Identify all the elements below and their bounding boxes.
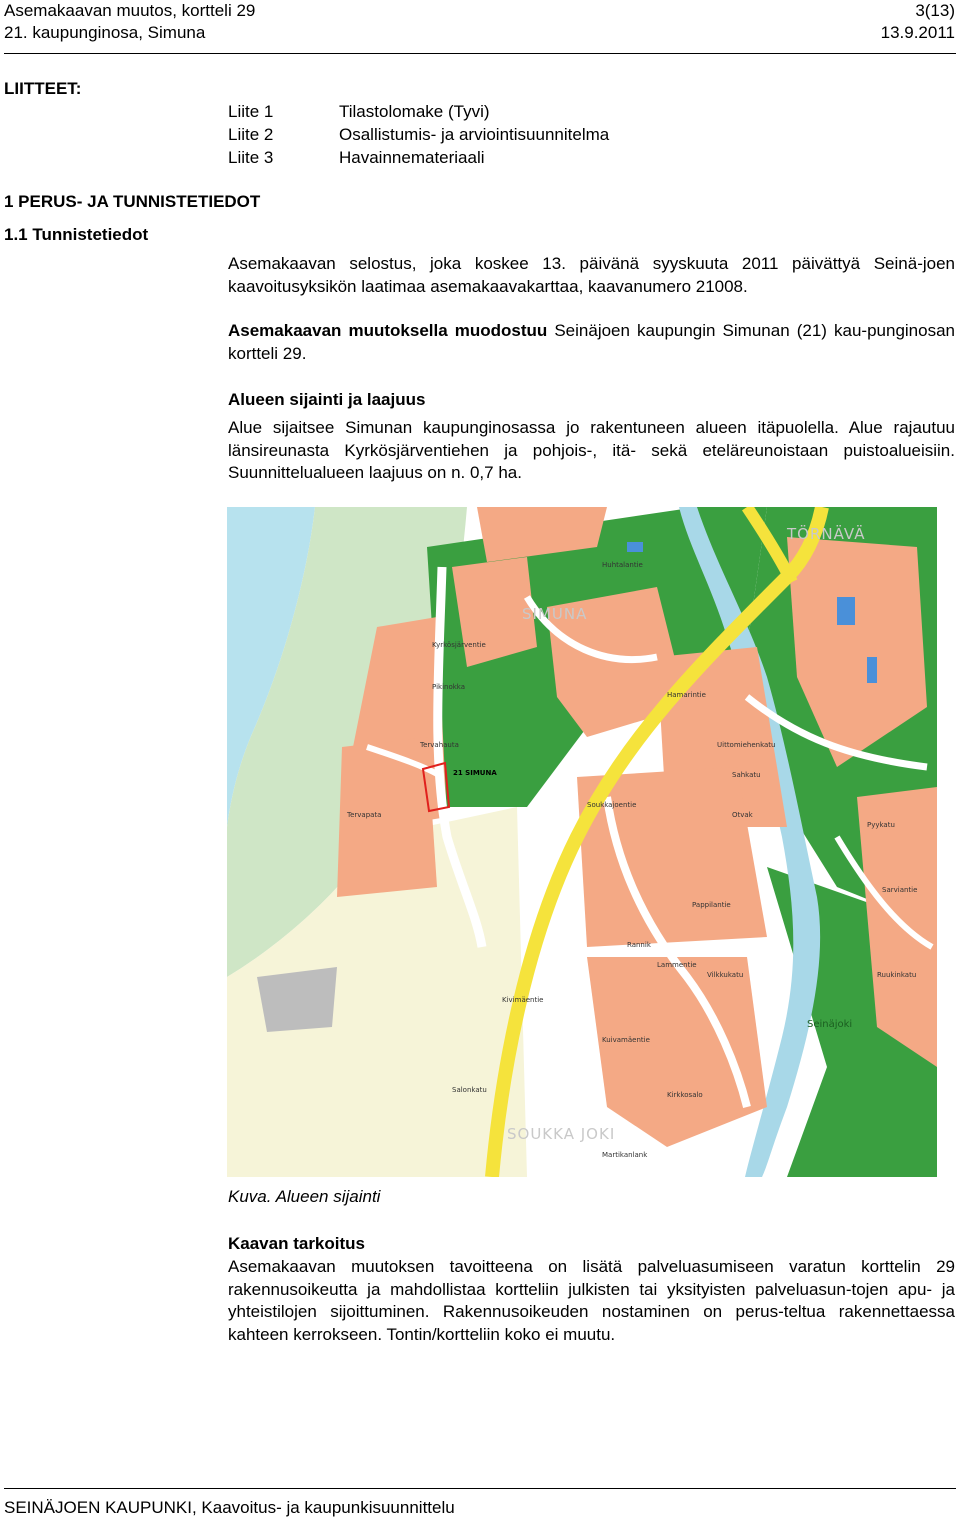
- street-label: Sarviantie: [882, 886, 918, 894]
- parking-area: [257, 967, 337, 1032]
- street-label: Rannik: [627, 941, 651, 949]
- attachment-id: Liite 1: [228, 102, 274, 121]
- street-label: Lammentie: [657, 961, 697, 969]
- street-label: Pyykatu: [867, 821, 895, 829]
- change-text: Seinäjoen kaupungin Simunan (21) kau-punginosan kortteli 29.: [228, 321, 955, 363]
- attachment-name: Osallistumis- ja arviointisuunnitelma: [339, 125, 610, 144]
- change-paragraph: [228, 320, 955, 365]
- street-label: Salonkatu: [452, 1086, 487, 1094]
- attachment-name: Havainnemateriaali: [339, 148, 485, 167]
- purpose-paragraph: Asemakaavan muutoksen tavoitteena on lisätä palveluasumiseen varatun korttelin 29 rakennusoikeutta ja mahdollistaa kortteliin julkisten tai yksityisten palveluasun-tojen apu- ja yhteistilojen sijoittuminen. Rakennusoikeuden nostaminen on perus-teltua rakennettaessa kahteen kerrokseen. Tontin/kortteliin koko ei muutu.: [228, 1257, 955, 1344]
- document-date: 13.9.2011: [880, 23, 955, 42]
- street-label: Uittomiehenkatu: [717, 741, 776, 749]
- street-label: Tervahauta: [420, 741, 459, 749]
- street-label: Kuivamäentie: [602, 1036, 650, 1044]
- street-label: Huhtalantie: [602, 561, 643, 569]
- change-lead: Asemakaavan muutoksella muodostuu: [228, 321, 548, 340]
- street-label: Ruukinkatu: [877, 971, 917, 979]
- district-label: TÖRNÄVÄ: [787, 525, 866, 543]
- location-paragraph: Alue sijaitsee Simunan kaupunginosassa jo rakentuneen alueen itäpuolella. Alue rajautuu länsireunasta Kyrkösjärventiehen ja pohjois-, itä- sekä eteläreunoistaan puistoalueisiin. Suunnittelualueen laajuus on n. 0,7 ha.: [228, 418, 955, 482]
- river-label: Seinäjoki: [807, 1019, 853, 1030]
- building: [837, 597, 855, 625]
- street-label: Kyrkösjärventie: [432, 641, 486, 649]
- building: [867, 657, 877, 683]
- street-label: Pappilantie: [692, 901, 731, 909]
- map-graphic: [227, 507, 937, 1177]
- location-map: [227, 507, 937, 1177]
- street-label: Kivimäentie: [502, 996, 544, 1004]
- site-label: 21 SIMUNA: [453, 769, 497, 777]
- street-label: Otvak: [732, 811, 753, 819]
- attachment-id: Liite 3: [228, 148, 274, 167]
- attachments-heading: LIITTEET:: [4, 79, 82, 98]
- street-label: Martikanlank: [602, 1151, 648, 1159]
- street-label: Sahkatu: [732, 771, 761, 779]
- subsection-heading: 1.1 Tunnistetiedot: [4, 225, 149, 244]
- map-caption: Kuva. Alueen sijainti: [228, 1187, 381, 1206]
- street-label: Pikinokka: [432, 683, 466, 691]
- street-label: Kirkkosalo: [667, 1091, 703, 1099]
- residential-block: [587, 957, 767, 1147]
- street-label: Soukkajoentie: [587, 801, 637, 809]
- document-title: Asemakaavan muutos, kortteli 29: [4, 1, 256, 20]
- purpose-heading: Kaavan tarkoitus: [228, 1234, 365, 1253]
- page-number: 3(13): [915, 1, 955, 20]
- header-rule: [4, 53, 956, 54]
- section-heading: 1 PERUS- JA TUNNISTETIEDOT: [4, 192, 261, 211]
- building: [627, 542, 643, 552]
- district-label: SOUKKA JOKI: [507, 1125, 616, 1143]
- street-label: Hamarintie: [667, 691, 706, 699]
- attachment-name: Tilastolomake (Tyvi): [339, 102, 490, 121]
- footer-rule: [4, 1488, 956, 1489]
- location-heading: Alueen sijainti ja laajuus: [228, 390, 426, 409]
- attachment-id: Liite 2: [228, 125, 274, 144]
- street-label: Vilkkukatu: [707, 971, 744, 979]
- document-subtitle: 21. kaupunginosa, Simuna: [4, 23, 206, 42]
- intro-paragraph: Asemakaavan selostus, joka koskee 13. päivänä syyskuuta 2011 päivättyä Seinä-joen kaavoitusyksikön laatimaa asemakaavakarttaa, kaavanumero 21008.: [228, 254, 955, 296]
- footer-text: SEINÄJOEN KAUPUNKI, Kaavoitus- ja kaupunkisuunnittelu: [4, 1498, 455, 1517]
- district-label: SIMUNA: [522, 605, 588, 623]
- street-label: Tervapata: [347, 811, 382, 819]
